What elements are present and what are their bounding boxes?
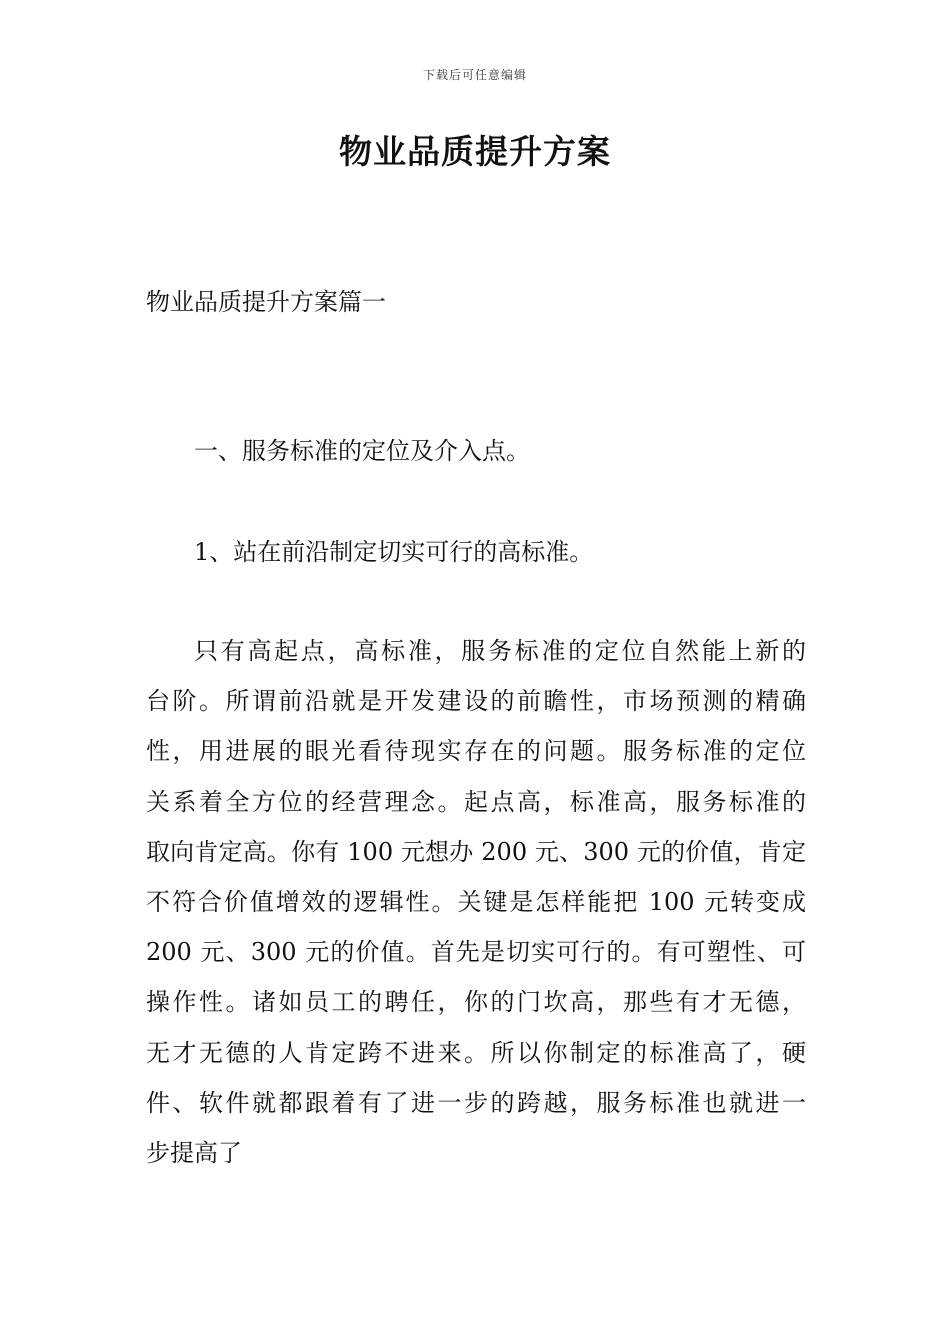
paragraph-line: 只有高起点，高标准，服务标准的定位自然能上新的 <box>194 637 806 665</box>
paragraph-line: 性，用进展的眼光看待现实存在的问题。服务标准的定位 <box>146 737 806 766</box>
heading-high-standard: 1、站在前沿制定切实可行的高标准。 <box>194 538 594 566</box>
header-note: 下载后可任意编辑 <box>422 68 527 82</box>
paragraph-line: 台阶。所谓前沿就是开发建设的前瞻性，市场预测的精确 <box>146 687 806 716</box>
paragraph-line: 200 元、300 元的价值。首先是切实可行的。有可塑性、可 <box>146 938 806 967</box>
paragraph-line: 步提高了 <box>146 1139 242 1168</box>
heading-service-standard: 一、服务标准的定位及介入点。 <box>194 437 530 465</box>
section-title: 物业品质提升方案篇一 <box>146 288 386 316</box>
paragraph-line: 件、软件就都跟着有了进一步的跨越，服务标准也就进一 <box>146 1088 806 1117</box>
paragraph-line: 不符合价值增效的逻辑性。关键是怎样能把 100 元转变成 <box>146 888 806 917</box>
paragraph-line: 操作性。诸如员工的聘任，你的门坎高，那些有才无德， <box>146 988 806 1017</box>
paragraph-line: 取向肯定高。你有 100 元想办 200 元、300 元的价值，肯定 <box>146 837 806 866</box>
document-title: 物业品质提升方案 <box>339 132 611 171</box>
body-paragraph <box>146 626 806 1178</box>
paragraph-line: 关系着全方位的经营理念。起点高，标准高，服务标准的 <box>146 787 806 816</box>
paragraph-line: 无才无德的人肯定跨不进来。所以你制定的标准高了，硬 <box>146 1038 806 1067</box>
